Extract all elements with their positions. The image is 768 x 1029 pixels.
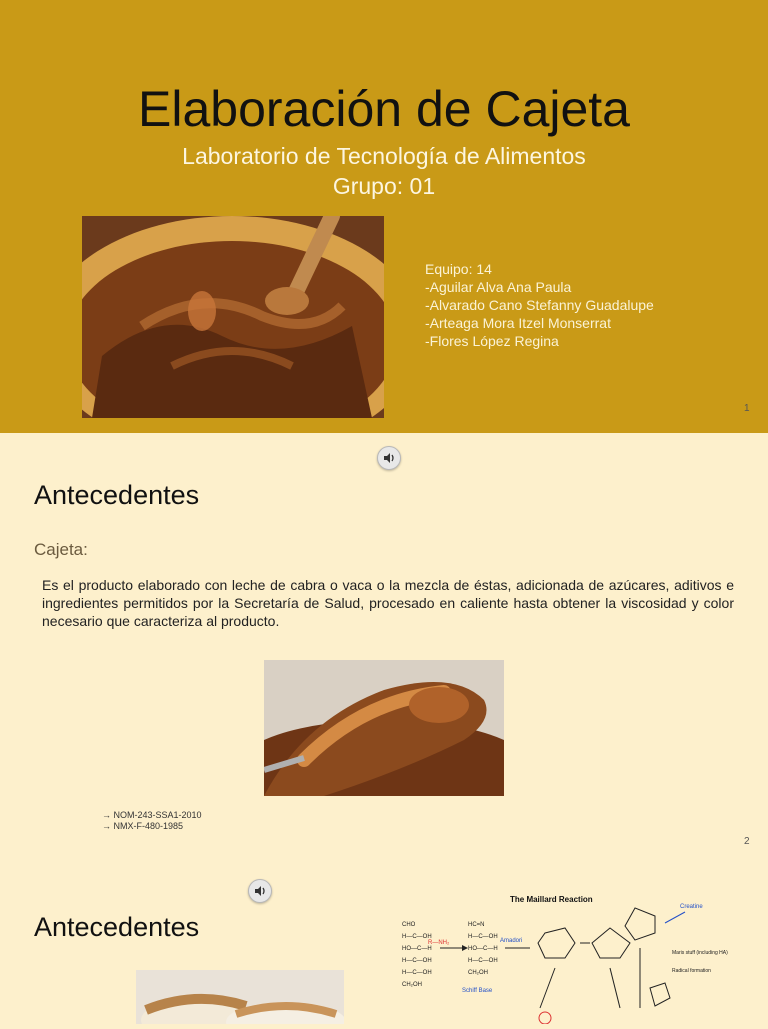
cajeta-spoon-image <box>264 660 504 796</box>
diagram-label: Amadori <box>500 938 523 944</box>
svg-text:H—C—OH: H—C—OH <box>468 934 498 940</box>
page-number: 1 <box>744 403 750 414</box>
slide-title: Elaboración de Cajeta <box>138 81 630 137</box>
svg-text:H—C—OH: H—C—OH <box>402 958 432 964</box>
team-label: Equipo: 14 <box>425 261 492 277</box>
definition-paragraph: Es el producto elaborado con leche de cabra o vaca o la mezcla de éstas, adicionada de azúcares, aditivos e ingredientes permitidos por la Secretaría de Salud, procesado en caliente hasta obtener la viscosidad y color necesario que caracteriza al producto. <box>42 577 734 629</box>
subheading: Cajeta: <box>34 540 88 559</box>
cajeta-bowl-image <box>82 216 384 418</box>
section-heading: Antecedentes <box>34 480 200 510</box>
svg-text:R—NH₂: R—NH₂ <box>428 940 450 946</box>
cajeta-bread-image <box>136 970 344 1024</box>
svg-text:CH₂OH: CH₂OH <box>468 970 488 976</box>
svg-text:CH₂OH: CH₂OH <box>402 982 422 988</box>
team-list <box>425 260 654 350</box>
reference-item: → NMX-F-480-1985 <box>102 821 184 831</box>
diagram-label: Radical formation <box>672 968 711 974</box>
svg-text:CHO: CHO <box>402 922 416 928</box>
svg-text:HO—C—H: HO—C—H <box>402 946 432 952</box>
group-label: Grupo: 01 <box>332 173 436 199</box>
references-list <box>102 810 202 832</box>
diagram-title: The Maillard Reaction <box>510 895 593 904</box>
svg-text:H—C—OH: H—C—OH <box>402 934 432 940</box>
diagram-label: Creatine <box>680 904 703 910</box>
team-member: -Aguilar Alva Ana Paula <box>425 279 572 295</box>
team-member: -Flores López Regina <box>425 333 559 349</box>
section-heading: Antecedentes <box>34 912 200 942</box>
speaker-icon[interactable] <box>248 879 272 903</box>
svg-text:HO—C—H: HO—C—H <box>468 946 498 952</box>
slide-subtitle: Laboratorio de Tecnología de Alimentos <box>182 143 586 169</box>
maillard-reaction-diagram <box>380 888 730 1024</box>
svg-text:HC=N: HC=N <box>468 922 485 928</box>
svg-text:H—C—OH: H—C—OH <box>468 958 498 964</box>
title-slide <box>0 0 768 433</box>
team-member: -Arteaga Mora Itzel Monserrat <box>425 315 611 331</box>
team-member: -Alvarado Cano Stefanny Guadalupe <box>425 297 654 313</box>
diagram-label: Maris stuff (including HA) <box>672 950 728 956</box>
speaker-icon[interactable] <box>377 446 401 470</box>
reference-item: → NOM-243-SSA1-2010 <box>102 810 202 820</box>
diagram-label: Schiff Base <box>462 988 493 994</box>
page-number: 2 <box>744 836 750 847</box>
svg-text:H—C—OH: H—C—OH <box>402 970 432 976</box>
